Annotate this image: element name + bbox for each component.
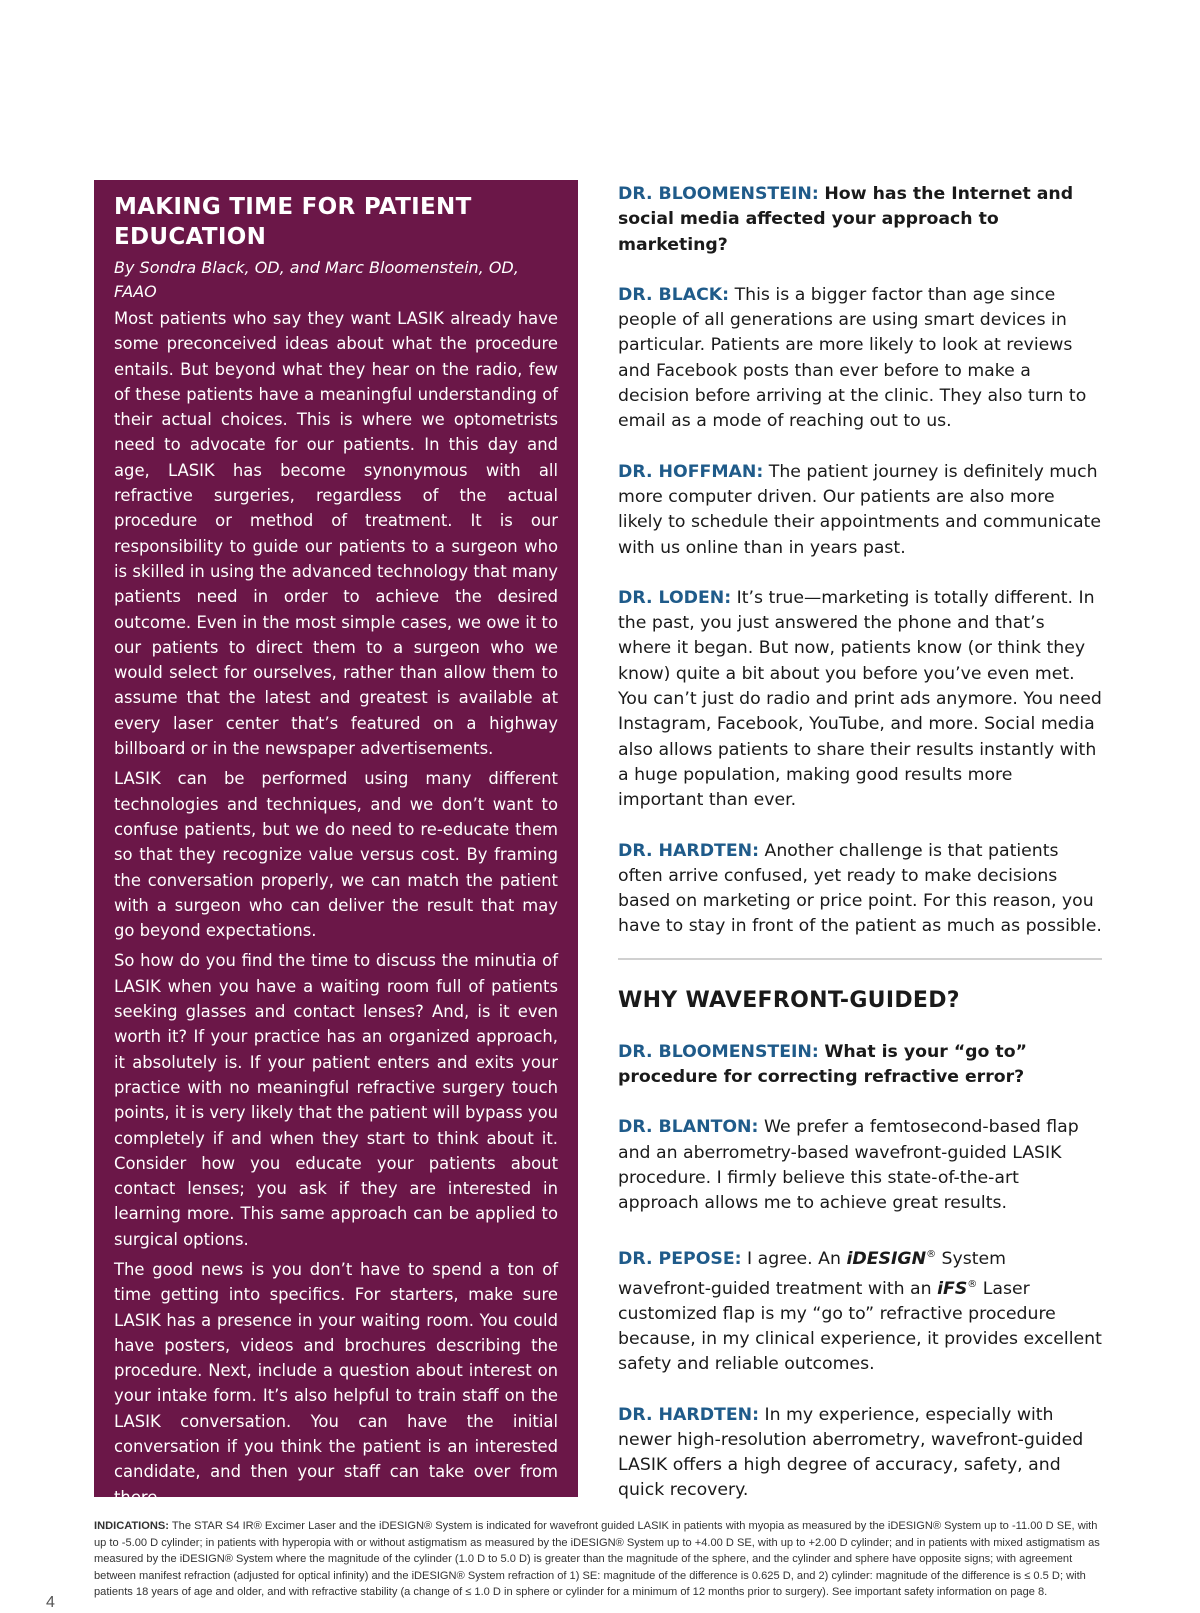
answer-hardten: [618, 839, 1102, 940]
sidebar-paragraph: Most patients who say they want LASIK already have some preconceived ideas about what the procedure entails. But beyond what they hear on the radio, few of these patients have a meaningful understanding of their actual choices. This is where we optometrists need to advocate for our patients. In this day and age, LASIK has become synonymous with all refractive surgeries, regardless of the actual procedure or method of treatment. It is our responsibility to guide our patients to a surgeon who is skilled in using the advanced technology that many patients need in order to achieve the desired outcome. Even in the most simple cases, we owe it to our patients to direct them to a surgeon who we would select for ourselves, rather than allow them to assume that the latest and greatest is available at every laser center that’s featured on a highway billboard or in the newspaper advertisements.: [114, 309, 558, 759]
answer-pepose: [618, 1242, 1102, 1378]
answer-hardten-2: [618, 1403, 1102, 1504]
answer-text: I agree. An: [747, 1248, 847, 1269]
answer-text: We prefer a femtosecond-based flap and an aberrometry-based wavefront-guided LASIK procedure. I firmly believe this state-of-the-art approach allows me to achieve great results.: [618, 1117, 1079, 1214]
indications-footnote: [94, 1518, 1104, 1601]
answer-text: Laser customized flap is my “go to” refractive procedure because, in my clinical experience, it provides excellent safety and reliable outcomes.: [618, 1278, 1102, 1375]
question-text: What is your “go to” procedure for correcting refractive error?: [618, 1041, 1027, 1088]
brand-name: iDESIGN: [846, 1248, 927, 1269]
page-number: 4: [46, 1594, 55, 1611]
sidebar-paragraph: The good news is you don’t have to spend a ton of time getting into specifics. For starters, make sure LASIK has a presence in your waiting room. You could have posters, videos and brochures describing the procedure. Next, include a question about interest on your intake form. It’s also helpful to train staff on the LASIK conversation. You can have the initial conversation if you think the patient is an interested candidate, and then your staff can take over from there.: [114, 1259, 558, 1507]
patient-education-sidebar: [94, 180, 578, 1507]
question-marketing: [618, 182, 1102, 258]
answer-text: Another challenge is that patients often arrive confused, yet ready to make decisions based on marketing or price point. For this reason, you have to stay in front of the patient as much as possible.: [618, 840, 1102, 937]
indications-text: The STAR S4 IR® Excimer Laser and the iDESIGN® System is indicated for wavefront guided LASIK in patients with myopia as measured by the iDESIGN® System up to -11.00 D SE, with up to -5.00 D cylinder; in patients with hyperopia with or without astigmatism as measured by the iDESIGN® System up to +4.00 D SE, with up to +2.00 D cylinder; and in patients with mixed astigmatism as measured by the iDESIGN® System where the magnitude of the cylinder (1.0 D to 5.0 D) is greater than the magnitude of the sphere, and the cylinder and sphere have opposite signs; with agreement between manifest refraction (adjusted for optical infinity) and the iDESIGN® System refraction of 1) SE: magnitude of the difference is 0.625 D, and 2) cylinder: magnitude of the difference is ≤ 0.5 D; with patients 18 years of age and older, and with refractive stability (a change of ≤ 1.0 D in sphere or cylinder for a minimum of 12 months prior to surgery). See important safety information on page 8.: [94, 1520, 1100, 1598]
answer-text: System wavefront-guided treatment with an: [618, 1248, 1006, 1299]
sidebar-byline: By Sondra Black, OD, and Marc Bloomenstein, OD, FAAO: [114, 258, 519, 301]
indications-label: INDICATIONS:: [94, 1520, 169, 1532]
question-text: How has the Internet and social media affected your approach to marketing?: [618, 184, 1074, 255]
speaker-name: DR. BLOOMENSTEIN:: [618, 1041, 819, 1062]
answer-text: It’s true—marketing is totally different. In the past, you just answered the phone and that’s where it began. But now, patients know (or think they know) quite a bit about you before you’ve even met. You can’t just do radio and print ads anymore. You need Instagram, Facebook, YouTube, and more. Social media also allows patients to share their results instantly with a huge population, making good results more important than ever.: [618, 587, 1102, 811]
speaker-name: DR. BLANTON:: [618, 1117, 759, 1138]
section-heading: WHY WAVEFRONT-GUIDED?: [618, 987, 960, 1013]
answer-black: [618, 283, 1102, 435]
answer-text: The patient journey is definitely much more computer driven. Our patients are also more likely to schedule their appointments and communicate with us online than in years past.: [618, 461, 1101, 558]
registered-mark: ®: [926, 1248, 937, 1260]
speaker-name: DR. HARDTEN:: [618, 840, 760, 861]
interview-column: [618, 182, 1102, 1529]
question-go-to-procedure: [618, 1040, 1102, 1091]
answer-loden: [618, 586, 1102, 814]
speaker-name: DR. HARDTEN:: [618, 1404, 760, 1425]
sidebar-title: MAKING TIME FOR PATIENT EDUCATION: [114, 194, 472, 250]
speaker-name: DR. HOFFMAN:: [618, 461, 764, 482]
answer-text: This is a bigger factor than age since people of all generations are using smart devices in particular. Patients are more likely to look at reviews and Facebook posts than ever before to make a decision before arriving at the clinic. They also turn to email as a mode of reaching out to us.: [618, 284, 1087, 432]
answer-text: In my experience, especially with newer high-resolution aberrometry, wavefront-guided LASIK offers a high degree of accuracy, safety, and quick recovery.: [618, 1404, 1084, 1501]
section-divider: [618, 958, 1102, 960]
registered-mark: ®: [967, 1278, 978, 1290]
speaker-name: DR. BLOOMENSTEIN:: [618, 184, 819, 204]
speaker-name: DR. PEPOSE:: [618, 1248, 742, 1269]
speaker-name: DR. BLACK:: [618, 284, 730, 305]
answer-hoffman: [618, 460, 1102, 561]
brand-name: iFS: [937, 1278, 968, 1299]
sidebar-paragraph: LASIK can be performed using many different technologies and techniques, and we don’t want to confuse patients, but we do need to re-educate them so that they recognize value versus cost. By framing the conversation properly, we can match the patient with a surgeon who can deliver the result that may go beyond expectations.: [114, 769, 558, 941]
answer-blanton: [618, 1115, 1102, 1216]
speaker-name: DR. LODEN:: [618, 587, 732, 608]
sidebar-paragraph: So how do you find the time to discuss the minutia of LASIK when you have a waiting room full of patients seeking glasses and contact lenses? And, is it even worth it? If your practice has an organized approach, it absolutely is. If your patient enters and exits your practice with no meaningful refractive surgery touch points, it is very likely that the patient will bypass you completely if and when they start to think about it. Consider how you educate your patients about contact lenses; you ask if they are interested in learning more. This same approach can be applied to surgical options.: [114, 951, 558, 1249]
